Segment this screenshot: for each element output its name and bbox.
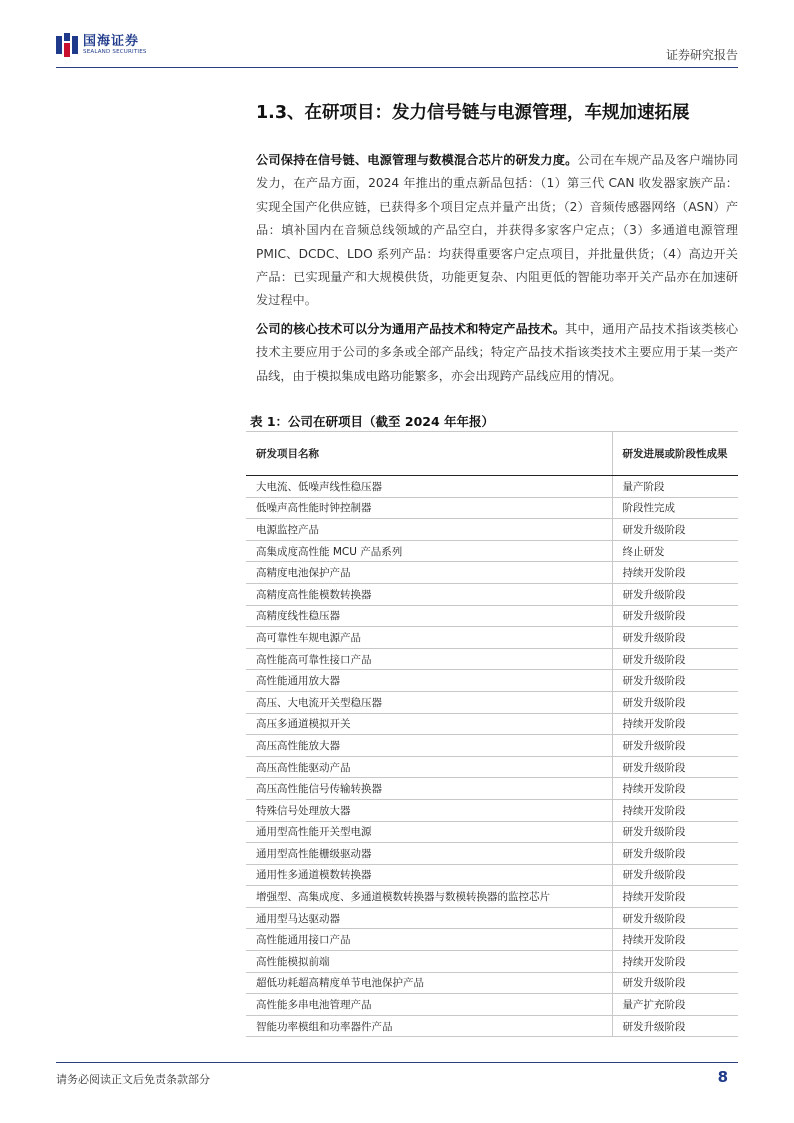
paragraph-rnd-focus	[256, 149, 738, 313]
cell-project-name: 高精度线性稳压器	[246, 605, 612, 627]
table-caption: 表 1：公司在研项目（截至 2024 年年报）	[250, 414, 495, 429]
cell-project-name: 通用型马达驱动器	[246, 907, 612, 929]
table-row	[246, 583, 738, 605]
table-row	[246, 929, 738, 951]
cell-progress: 研发升级阶段	[612, 756, 738, 778]
table-row	[246, 972, 738, 994]
page-footer	[56, 1062, 738, 1086]
cell-project-name: 高精度电池保护产品	[246, 562, 612, 584]
cell-progress: 研发升级阶段	[612, 648, 738, 670]
cell-progress: 研发升级阶段	[612, 605, 738, 627]
paragraph-body: 公司在车规产品及客户端协同发力，在产品方面，2024 年推出的重点新品包括：（1）第三代 CAN 收发器家族产品：实现全国产化供应链，已获得多个项目定点并量产出货；（2）音频传感器网络（ASN）产品：填补国内在音频总线领域的产品空白，并获得多家客户定点；（3）多通道电源管理 PMIC、DCDC、LDO 系列产品：均获得重要客户定点项目，并批量供货；（4）高边开关产品：已实现量产和大规模供货，功能更复杂、内阻更低的智能功率开关产品亦在加速研发过程中。	[256, 153, 739, 308]
cell-project-name: 低噪声高性能时钟控制器	[246, 497, 612, 519]
logo-en-text: SEALAND SECURITIES	[83, 48, 147, 55]
header-project-name: 研发项目名称	[246, 432, 612, 476]
cell-progress: 研发升级阶段	[612, 972, 738, 994]
cell-progress: 持续开发阶段	[612, 951, 738, 973]
cell-progress: 研发升级阶段	[612, 519, 738, 541]
cell-project-name: 高压高性能信号传输转换器	[246, 778, 612, 800]
cell-progress: 持续开发阶段	[612, 778, 738, 800]
cell-project-name: 通用性多通道模数转换器	[246, 864, 612, 886]
cell-progress: 持续开发阶段	[612, 562, 738, 584]
paragraph-lead: 公司的核心技术可以分为通用产品技术和特定产品技术。	[256, 322, 566, 336]
table-row	[246, 907, 738, 929]
table-header-row	[246, 432, 738, 476]
table-row	[246, 476, 738, 498]
disclaimer-text: 请务必阅读正文后免责条款部分	[56, 1073, 210, 1086]
cell-progress: 研发升级阶段	[612, 670, 738, 692]
cell-project-name: 高压高性能放大器	[246, 735, 612, 757]
cell-progress: 研发升级阶段	[612, 907, 738, 929]
page-header	[56, 28, 738, 68]
table-row	[246, 843, 738, 865]
cell-project-name: 高精度高性能模数转换器	[246, 583, 612, 605]
section-title: 1.3、在研项目：发力信号链与电源管理，车规加速拓展	[256, 103, 690, 123]
cell-progress: 量产扩充阶段	[612, 994, 738, 1016]
cell-project-name: 增强型、高集成度、多通道模数转换器与数模转换器的监控芯片	[246, 886, 612, 908]
cell-progress: 持续开发阶段	[612, 929, 738, 951]
page-number: 8	[717, 1068, 728, 1086]
cell-project-name: 特殊信号处理放大器	[246, 799, 612, 821]
cell-progress: 研发升级阶段	[612, 691, 738, 713]
cell-project-name: 通用型高性能开关型电源	[246, 821, 612, 843]
cell-progress: 研发升级阶段	[612, 821, 738, 843]
cell-project-name: 超低功耗超高精度单节电池保护产品	[246, 972, 612, 994]
logo-cn-text: 国海证券	[83, 33, 140, 49]
cell-progress: 研发升级阶段	[612, 735, 738, 757]
cell-progress: 阶段性完成	[612, 497, 738, 519]
sealand-logo-icon	[56, 33, 78, 57]
cell-project-name: 智能功率模组和功率器件产品	[246, 1015, 612, 1037]
header-progress: 研发进展或阶段性成果	[612, 432, 738, 476]
company-logo	[56, 30, 147, 60]
cell-project-name: 高性能通用接口产品	[246, 929, 612, 951]
cell-project-name: 高性能通用放大器	[246, 670, 612, 692]
table-row	[246, 519, 738, 541]
table-row	[246, 540, 738, 562]
cell-project-name: 电源监控产品	[246, 519, 612, 541]
paragraph-body: 其中，通用产品技术指该类核心技术主要应用于公司的多条或全部产品线；特定产品技术指该类技术主要应用于某一类产品线，由于模拟集成电路功能繁多，亦会出现跨产品线应用的情况。	[256, 322, 739, 383]
table-row	[246, 670, 738, 692]
cell-progress: 研发升级阶段	[612, 627, 738, 649]
table-row	[246, 562, 738, 584]
paragraph-core-tech	[256, 318, 738, 388]
cell-project-name: 高性能多串电池管理产品	[246, 994, 612, 1016]
cell-progress: 研发升级阶段	[612, 583, 738, 605]
table-row	[246, 497, 738, 519]
table-row	[246, 778, 738, 800]
cell-project-name: 大电流、低噪声线性稳压器	[246, 476, 612, 498]
cell-progress: 研发升级阶段	[612, 864, 738, 886]
table-row	[246, 951, 738, 973]
table-body	[246, 476, 738, 1037]
cell-progress: 研发升级阶段	[612, 1015, 738, 1037]
cell-project-name: 高压高性能驱动产品	[246, 756, 612, 778]
table-row	[246, 627, 738, 649]
report-type-label: 证券研究报告	[665, 48, 738, 62]
table-row	[246, 691, 738, 713]
table-row	[246, 864, 738, 886]
cell-project-name: 高性能模拟前端	[246, 951, 612, 973]
table-row	[246, 799, 738, 821]
table-row	[246, 756, 738, 778]
table-row	[246, 994, 738, 1016]
table-row	[246, 1015, 738, 1037]
cell-project-name: 高集成度高性能 MCU 产品系列	[246, 540, 612, 562]
table-row	[246, 648, 738, 670]
cell-project-name: 高可靠性车规电源产品	[246, 627, 612, 649]
cell-progress: 量产阶段	[612, 476, 738, 498]
cell-project-name: 高压、大电流开关型稳压器	[246, 691, 612, 713]
table-row	[246, 821, 738, 843]
table-row	[246, 605, 738, 627]
cell-progress: 研发升级阶段	[612, 843, 738, 865]
table-row	[246, 735, 738, 757]
cell-project-name: 高压多通道模拟开关	[246, 713, 612, 735]
rnd-projects-table	[246, 431, 738, 1037]
table-row	[246, 886, 738, 908]
cell-progress: 持续开发阶段	[612, 713, 738, 735]
paragraph-lead: 公司保持在信号链、电源管理与数模混合芯片的研发力度。	[256, 153, 578, 167]
cell-progress: 终止研发	[612, 540, 738, 562]
cell-project-name: 高性能高可靠性接口产品	[246, 648, 612, 670]
cell-progress: 持续开发阶段	[612, 886, 738, 908]
cell-project-name: 通用型高性能栅级驱动器	[246, 843, 612, 865]
table-row	[246, 713, 738, 735]
cell-progress: 持续开发阶段	[612, 799, 738, 821]
